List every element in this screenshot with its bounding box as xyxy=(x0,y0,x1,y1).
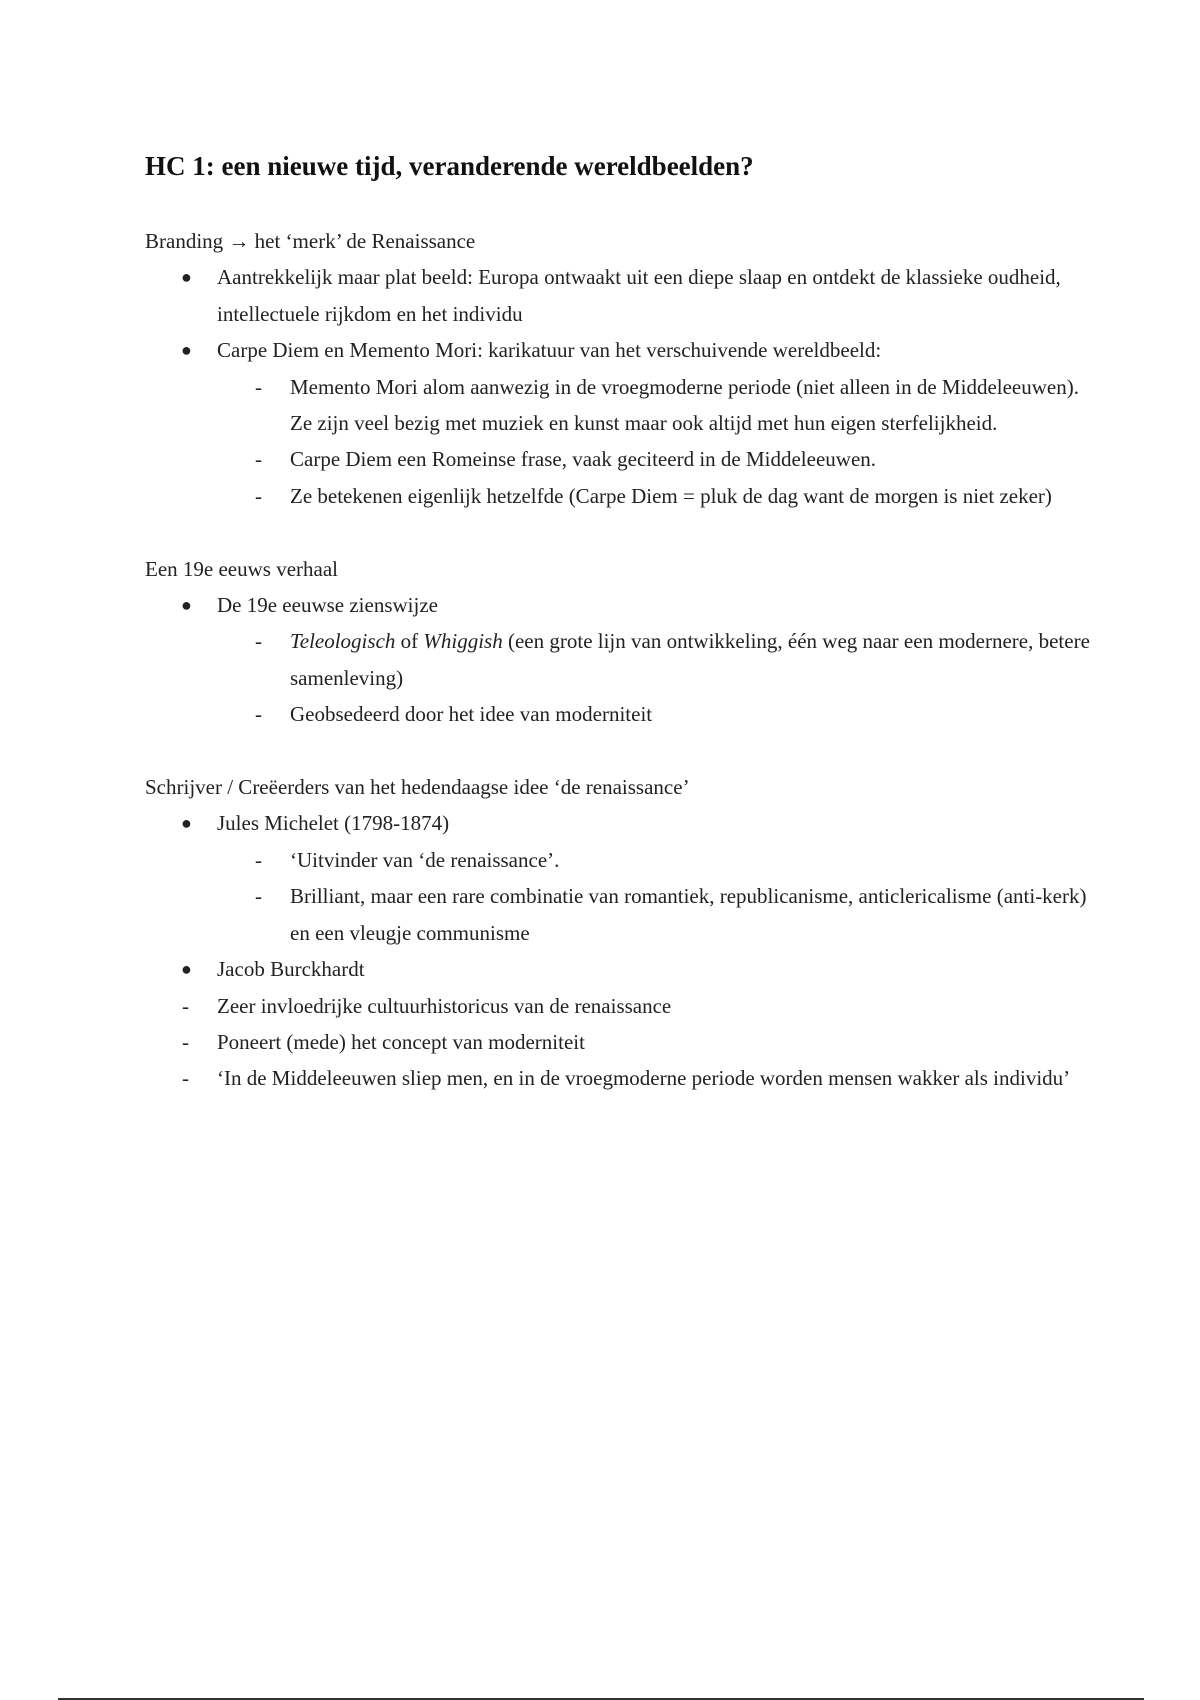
list-item-text: of xyxy=(395,629,424,654)
list-item xyxy=(145,878,1095,951)
list-item xyxy=(145,988,1095,1024)
branding-list xyxy=(145,259,1095,514)
paragraph-spacer xyxy=(145,733,1095,769)
list-item-text: Memento Mori alom aanwezig in de vroegmoderne periode (niet alleen in de Middeleeuwen). Ze zijn veel bezig met muziek en kunst maar ook altijd met hun eigen sterfelijkheid. xyxy=(290,374,1079,436)
nineteenth-list xyxy=(145,587,1095,733)
list-item-text: Brilliant, maar een rare combinatie van romantiek, republicanisme, anticlericalisme (anti-kerk) en een vleugje communisme xyxy=(290,884,1087,945)
list-item xyxy=(145,623,1095,696)
list-item xyxy=(145,369,1095,442)
italic-term-teleologisch: Teleologisch xyxy=(290,629,396,654)
list-item xyxy=(145,478,1095,514)
section-heading-branding: Branding → het ‘merk’ de Renaissance xyxy=(145,229,476,253)
bullet-marker: ● xyxy=(181,813,192,834)
list-item-text: Jules Michelet (1798-1874) xyxy=(217,811,450,836)
list-item xyxy=(145,332,1095,368)
dash-marker: - xyxy=(255,847,262,872)
list-item-text: Ze betekenen eigenlijk hetzelfde (Carpe Diem = pluk de dag want de morgen is niet zeker) xyxy=(290,483,1052,508)
dash-marker: - xyxy=(182,993,189,1018)
dash-marker: - xyxy=(255,374,262,399)
bullet-marker: ● xyxy=(181,959,192,980)
list-item xyxy=(145,1060,1095,1096)
list-item-text: Zeer invloedrijke cultuurhistoricus van de renaissance xyxy=(217,993,672,1018)
dash-marker: - xyxy=(255,447,262,472)
list-item-text: De 19e eeuwse zienswijze xyxy=(217,593,438,618)
list-item xyxy=(145,842,1095,878)
bullet-marker: ● xyxy=(181,340,192,361)
page-title: HC 1: een nieuwe tijd, veranderende wereldbeelden? xyxy=(145,151,754,181)
list-item xyxy=(145,259,1095,332)
writers-list xyxy=(145,805,1095,1096)
list-item xyxy=(145,805,1095,841)
dash-marker: - xyxy=(255,702,262,727)
dash-marker: - xyxy=(255,629,262,654)
list-item-text: Carpe Diem en Memento Mori: karikatuur van het verschuivende wereldbeeld: xyxy=(217,338,882,363)
list-item xyxy=(145,587,1095,623)
bullet-marker: ● xyxy=(181,595,192,616)
list-item-text: Carpe Diem een Romeinse frase, vaak geciteerd in de Middeleeuwen. xyxy=(290,447,877,472)
dash-marker: - xyxy=(182,1066,189,1091)
section-heading-writers: Schrijver / Creëerders van het hedendaagse idee ‘de renaissance’ xyxy=(145,775,690,800)
list-item-text: Aantrekkelijk maar plat beeld: Europa ontwaakt uit een diepe slaap en ontdekt de klassieke oudheid, intellectuele rijkdom en het individu xyxy=(217,265,1061,326)
list-item-text: ‘In de Middeleeuwen sliep men, en in de vroegmoderne periode worden mensen wakker als individu’ xyxy=(217,1066,1071,1091)
list-item-text: Jacob Burckhardt xyxy=(217,957,365,982)
document-body xyxy=(145,223,1095,1097)
list-item xyxy=(145,951,1095,987)
dash-marker: - xyxy=(255,483,262,508)
list-item-text: Poneert (mede) het concept van moderniteit xyxy=(217,1029,585,1054)
list-item-text: (een grote lijn van ontwikkeling, één weg naar een modernere, betere samenleving) xyxy=(290,629,1090,690)
dash-marker: - xyxy=(182,1029,189,1054)
section-heading-19th-century: Een 19e eeuws verhaal xyxy=(145,556,338,581)
list-item xyxy=(145,696,1095,732)
list-item-text: Geobsedeerd door het idee van moderniteit xyxy=(290,702,653,727)
dash-marker: - xyxy=(255,884,262,909)
bullet-marker: ● xyxy=(181,267,192,288)
list-item xyxy=(145,441,1095,477)
italic-term-whiggish: Whiggish xyxy=(423,629,503,654)
list-item-text: ‘Uitvinder van ‘de renaissance’. xyxy=(290,847,560,872)
paragraph-spacer xyxy=(145,514,1095,550)
list-item xyxy=(145,1024,1095,1060)
